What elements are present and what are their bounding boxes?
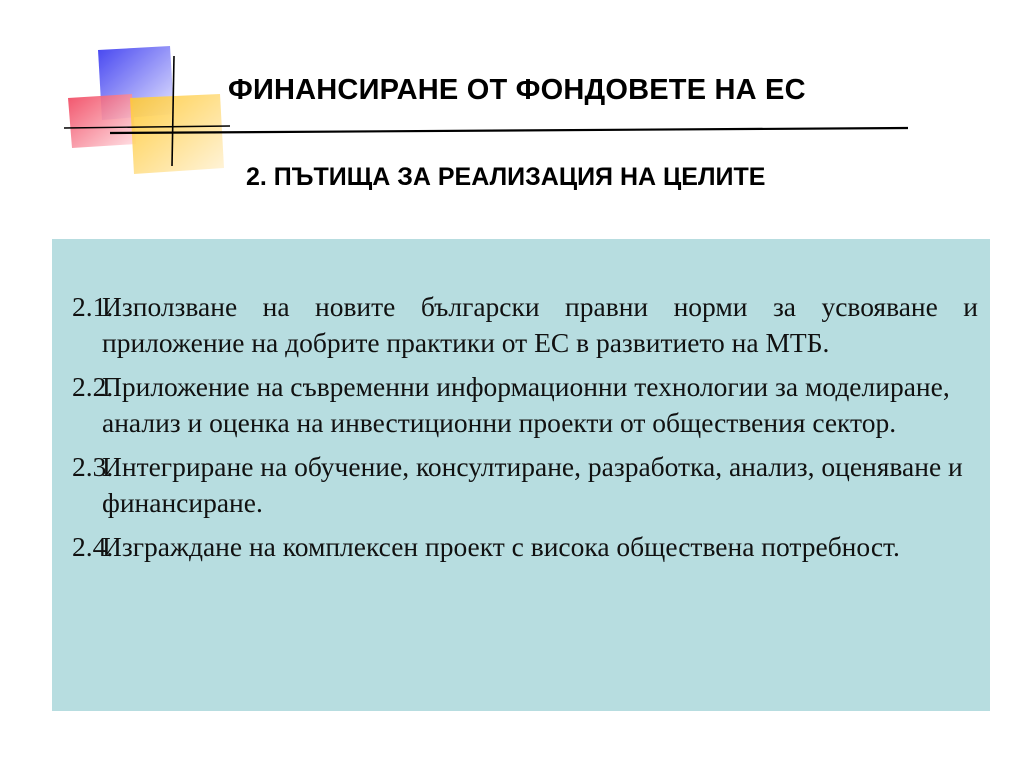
item-number: 2.4. — [72, 531, 114, 562]
item-number: 2.1. — [72, 291, 114, 322]
yellow-square — [130, 94, 224, 174]
list-item — [72, 529, 978, 565]
item-text: Приложение на съвременни информационни технологии за моделиране, анализ и оценка на инвестиционни проекти от обществения сектор. — [102, 371, 950, 438]
slide-title: ФИНАНСИРАНЕ ОТ ФОНДОВЕТЕ НА ЕС — [228, 74, 806, 106]
item-text: Интегриране на обучение, консултиране, разработка, анализ, оценяване и финансиране. — [102, 451, 963, 518]
item-number: 2.2. — [72, 371, 114, 402]
item-number: 2.3. — [72, 451, 114, 482]
list-item — [72, 369, 978, 441]
content-box — [52, 239, 990, 711]
item-text: Използване на новите български правни норми за усвояване и приложение на добрите практики от ЕС в развитието на МТБ. — [102, 291, 978, 358]
item-text: Изграждане на комплексен проект с висока обществена потребност. — [102, 531, 900, 562]
list-item — [72, 289, 978, 361]
slide-subtitle: 2. ПЪТИЩА ЗА РЕАЛИЗАЦИЯ НА ЦЕЛИТЕ — [246, 163, 766, 191]
list-item — [72, 449, 978, 521]
decorative-squares-logo — [60, 40, 240, 190]
red-square — [68, 94, 136, 148]
